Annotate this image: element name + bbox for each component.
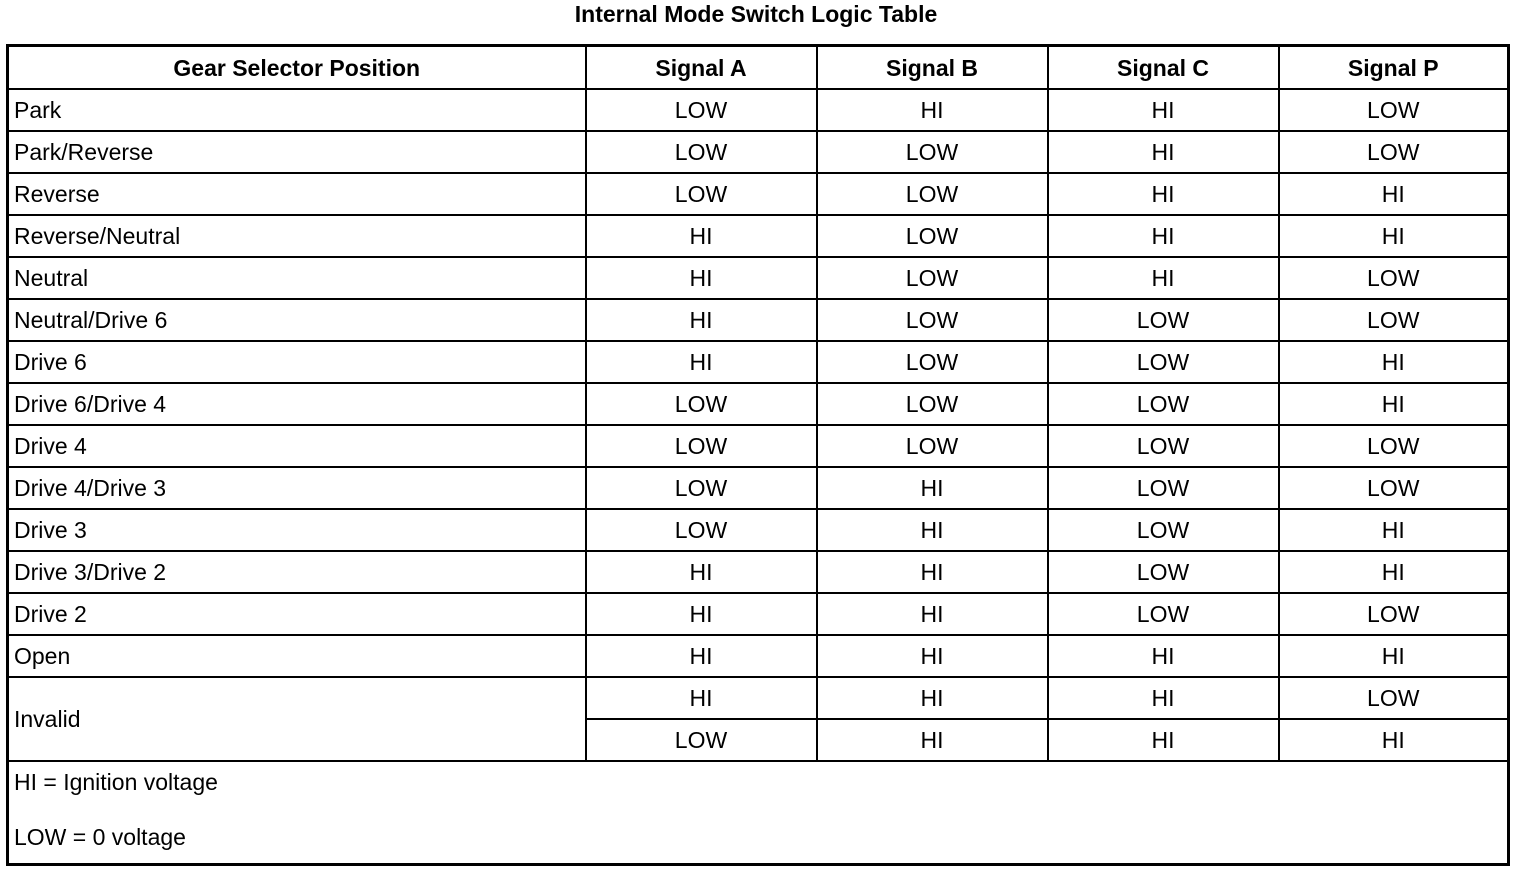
gear-position-cell: Drive 2 (8, 593, 586, 635)
table-title: Internal Mode Switch Logic Table (574, 1, 938, 27)
table-row (8, 425, 1509, 467)
gear-position-cell: Neutral (8, 257, 586, 299)
table-row (8, 593, 1509, 635)
signal-p-cell: LOW (1279, 299, 1509, 341)
legend-low-note: LOW = 0 voltage (14, 824, 186, 850)
header-signal-c: Signal C (1048, 46, 1279, 90)
gear-position-cell: Neutral/Drive 6 (8, 299, 586, 341)
signal-c-cell: LOW (1048, 341, 1279, 383)
signal-c-cell: HI (1048, 677, 1279, 719)
signal-p-cell: HI (1279, 383, 1509, 425)
notes-row (8, 761, 1509, 865)
legend-notes (8, 761, 1509, 865)
signal-b-cell: LOW (817, 299, 1048, 341)
signal-p-cell: LOW (1279, 425, 1509, 467)
signal-c-cell: HI (1048, 89, 1279, 131)
signal-b-cell: HI (817, 635, 1048, 677)
signal-p-cell: HI (1279, 215, 1509, 257)
signal-a-cell: LOW (586, 173, 817, 215)
gear-position-cell: Reverse/Neutral (8, 215, 586, 257)
signal-p-cell: LOW (1279, 131, 1509, 173)
table-row (8, 509, 1509, 551)
signal-a-cell: HI (586, 593, 817, 635)
signal-p-cell: HI (1279, 551, 1509, 593)
gear-position-cell: Reverse (8, 173, 586, 215)
gear-position-cell: Drive 6/Drive 4 (8, 383, 586, 425)
signal-a-cell: LOW (586, 383, 817, 425)
table-row (8, 341, 1509, 383)
table-row (8, 131, 1509, 173)
signal-c-cell: HI (1048, 131, 1279, 173)
signal-c-cell: HI (1048, 215, 1279, 257)
signal-b-cell: LOW (817, 257, 1048, 299)
gear-position-cell: Park (8, 89, 586, 131)
signal-b-cell: HI (817, 677, 1048, 719)
signal-c-cell: LOW (1048, 509, 1279, 551)
gear-position-cell: Park/Reverse (8, 131, 586, 173)
signal-c-cell: LOW (1048, 383, 1279, 425)
table-row (8, 257, 1509, 299)
signal-b-cell: LOW (817, 383, 1048, 425)
gear-position-cell: Drive 6 (8, 341, 586, 383)
table-row (8, 635, 1509, 677)
signal-b-cell: HI (817, 551, 1048, 593)
table-row-invalid (8, 677, 1509, 719)
signal-a-cell: LOW (586, 131, 817, 173)
table-row (8, 215, 1509, 257)
header-signal-b: Signal B (817, 46, 1048, 90)
signal-p-cell: HI (1279, 173, 1509, 215)
signal-a-cell: LOW (586, 425, 817, 467)
signal-a-cell: HI (586, 635, 817, 677)
gear-position-cell: Drive 3/Drive 2 (8, 551, 586, 593)
header-gear-selector-position: Gear Selector Position (8, 46, 586, 90)
table-row (8, 467, 1509, 509)
signal-c-cell: LOW (1048, 593, 1279, 635)
gear-position-cell-invalid: Invalid (8, 677, 586, 761)
legend-hi-note: HI = Ignition voltage (14, 769, 218, 795)
signal-a-cell: LOW (586, 719, 817, 761)
signal-a-cell: LOW (586, 467, 817, 509)
signal-c-cell: HI (1048, 719, 1279, 761)
signal-a-cell: HI (586, 677, 817, 719)
gear-position-cell: Open (8, 635, 586, 677)
signal-p-cell: LOW (1279, 89, 1509, 131)
signal-p-cell: LOW (1279, 257, 1509, 299)
signal-p-cell: HI (1279, 635, 1509, 677)
table-row (8, 551, 1509, 593)
signal-p-cell: LOW (1279, 593, 1509, 635)
signal-p-cell: HI (1279, 509, 1509, 551)
signal-b-cell: LOW (817, 173, 1048, 215)
header-row (8, 46, 1509, 90)
gear-position-cell: Drive 4/Drive 3 (8, 467, 586, 509)
table-row (8, 299, 1509, 341)
header-signal-p: Signal P (1279, 46, 1509, 90)
signal-c-cell: HI (1048, 173, 1279, 215)
signal-c-cell: HI (1048, 635, 1279, 677)
signal-c-cell: LOW (1048, 551, 1279, 593)
signal-a-cell: LOW (586, 509, 817, 551)
signal-p-cell: HI (1279, 341, 1509, 383)
signal-a-cell: HI (586, 215, 817, 257)
logic-table (6, 44, 1510, 866)
table-row (8, 383, 1509, 425)
signal-a-cell: HI (586, 299, 817, 341)
table-row (8, 89, 1509, 131)
gear-position-cell: Drive 4 (8, 425, 586, 467)
signal-b-cell: LOW (817, 425, 1048, 467)
signal-b-cell: LOW (817, 341, 1048, 383)
signal-c-cell: LOW (1048, 425, 1279, 467)
signal-a-cell: LOW (586, 89, 817, 131)
signal-b-cell: HI (817, 719, 1048, 761)
signal-p-cell: HI (1279, 719, 1509, 761)
signal-b-cell: LOW (817, 215, 1048, 257)
signal-b-cell: HI (817, 509, 1048, 551)
signal-a-cell: HI (586, 551, 817, 593)
signal-b-cell: LOW (817, 131, 1048, 173)
signal-a-cell: HI (586, 341, 817, 383)
signal-c-cell: HI (1048, 257, 1279, 299)
header-signal-a: Signal A (586, 46, 817, 90)
signal-a-cell: HI (586, 257, 817, 299)
signal-b-cell: HI (817, 593, 1048, 635)
table-row (8, 173, 1509, 215)
signal-b-cell: HI (817, 467, 1048, 509)
table-body (8, 89, 1509, 865)
signal-p-cell: LOW (1279, 467, 1509, 509)
signal-c-cell: LOW (1048, 467, 1279, 509)
signal-p-cell: LOW (1279, 677, 1509, 719)
signal-c-cell: LOW (1048, 299, 1279, 341)
gear-position-cell: Drive 3 (8, 509, 586, 551)
signal-b-cell: HI (817, 89, 1048, 131)
